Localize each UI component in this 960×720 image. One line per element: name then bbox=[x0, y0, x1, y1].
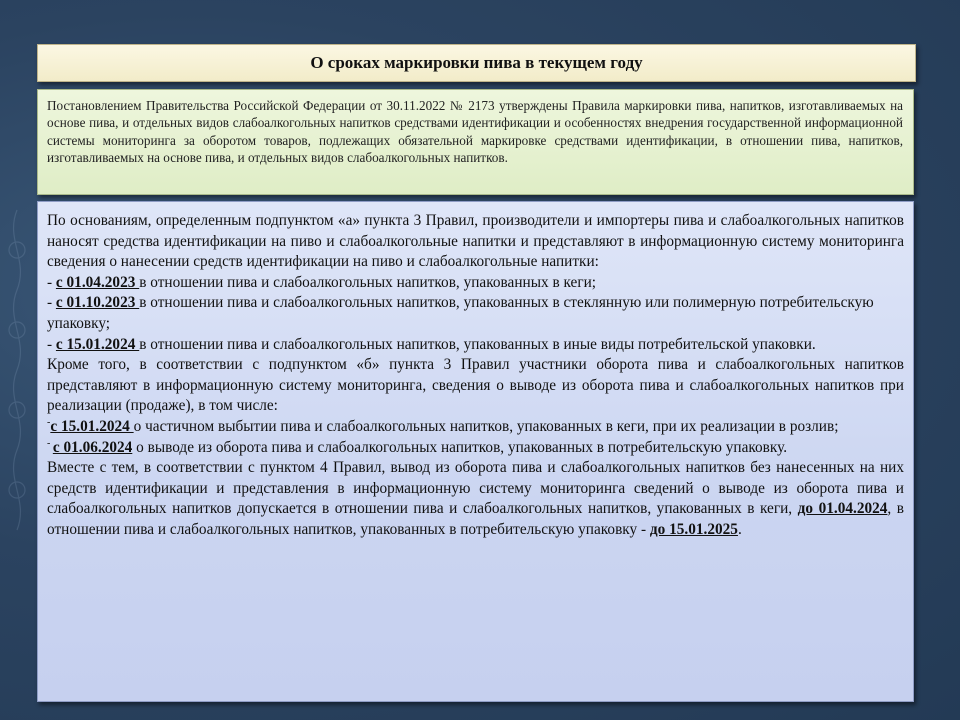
date-highlight: с 01.04.2023 bbox=[55, 273, 140, 291]
list-item: - с 15.01.2024 в отношении пива и слабоалкогольных напитков, упакованных в иные виды потребительской упаковки. bbox=[47, 335, 816, 353]
decorative-pattern bbox=[0, 200, 34, 560]
date-highlight: с 15.01.2024 bbox=[55, 335, 140, 353]
list-item: -с 15.01.2024 о частичном выбытии пива и слабоалкогольных напитков, упакованных в кеги, при их реализации в розлив; bbox=[47, 416, 839, 435]
title-banner bbox=[37, 44, 916, 82]
main-paragraph-3: Вместе с тем, в соответствии с пунктом 4 Правил, вывод из оборота пива и слабоалкогольных напитков без нанесенных на них средств идентификации и представления в информационную систему мониторинга сведений о выводе из оборота пива и слабоалкогольных напитков допускается в отношении пива и слабоалкогольных напитков, упакованных в кеги, до 01.04.2024, в отношении пива и слабоалкогольных напитков, упакованных в потребительскую упаковку - до 15.01.2025. bbox=[47, 459, 905, 538]
list-item: - с 01.10.2023 в отношении пива и слабоалкогольных напитков, упакованных в стеклянную или полимерную потребительскую упаковку; bbox=[47, 294, 874, 332]
list-item: - с 01.06.2024 о выводе из оборота пива и слабоалкогольных напитков, упакованных в потребительскую упаковку. bbox=[47, 437, 788, 456]
main-panel bbox=[37, 201, 914, 702]
date-highlight: до 01.04.2024 bbox=[797, 500, 888, 518]
list-item: - с 01.04.2023 в отношении пива и слабоалкогольных напитков, упакованных в кеги; bbox=[47, 273, 597, 291]
intro-text: Постановлением Правительства Российской Федерации от 30.11.2022 № 2173 утверждены Правила маркировки пива, напитков, изготавливаемых на основе пива, и отдельных видов слабоалкогольных напитков средствами идентификации и особенностях внедрения государственной информационной системы мониторинга за оборотом товаров, подлежащих обязательной маркировке средствами идентификации, в отношении пива, напитков, изготавливаемых на основе пива, и отдельных видов слабоалкогольных напитков. bbox=[47, 98, 903, 166]
date-highlight: до 15.01.2025 bbox=[649, 520, 738, 538]
date-highlight: с 01.10.2023 bbox=[55, 294, 140, 312]
date-highlight: с 15.01.2024 bbox=[50, 417, 134, 435]
date-highlight: с 01.06.2024 bbox=[52, 438, 133, 456]
main-paragraph-2: Кроме того, в соответствии с подпунктом «б» пункта 3 Правил участники оборота пива и слабоалкогольных напитков представляют в информационную систему мониторинга, сведения о выводе из оборота пива и слабоалкогольных напитков при реализации (продаже), в том числе: bbox=[47, 356, 904, 415]
intro-panel bbox=[37, 89, 914, 195]
page-title: О сроках маркировки пива в текущем году bbox=[310, 53, 643, 72]
main-paragraph-1: По основаниям, определенным подпунктом «а» пункта 3 Правил, производители и импортеры пива и слабоалкогольных напитков наносят средства идентификации на пиво и слабоалкогольные напитки и представляют в информационную систему мониторинга сведения о нанесении средств идентификации на пиво и слабоалкогольные напитки: bbox=[47, 212, 904, 271]
